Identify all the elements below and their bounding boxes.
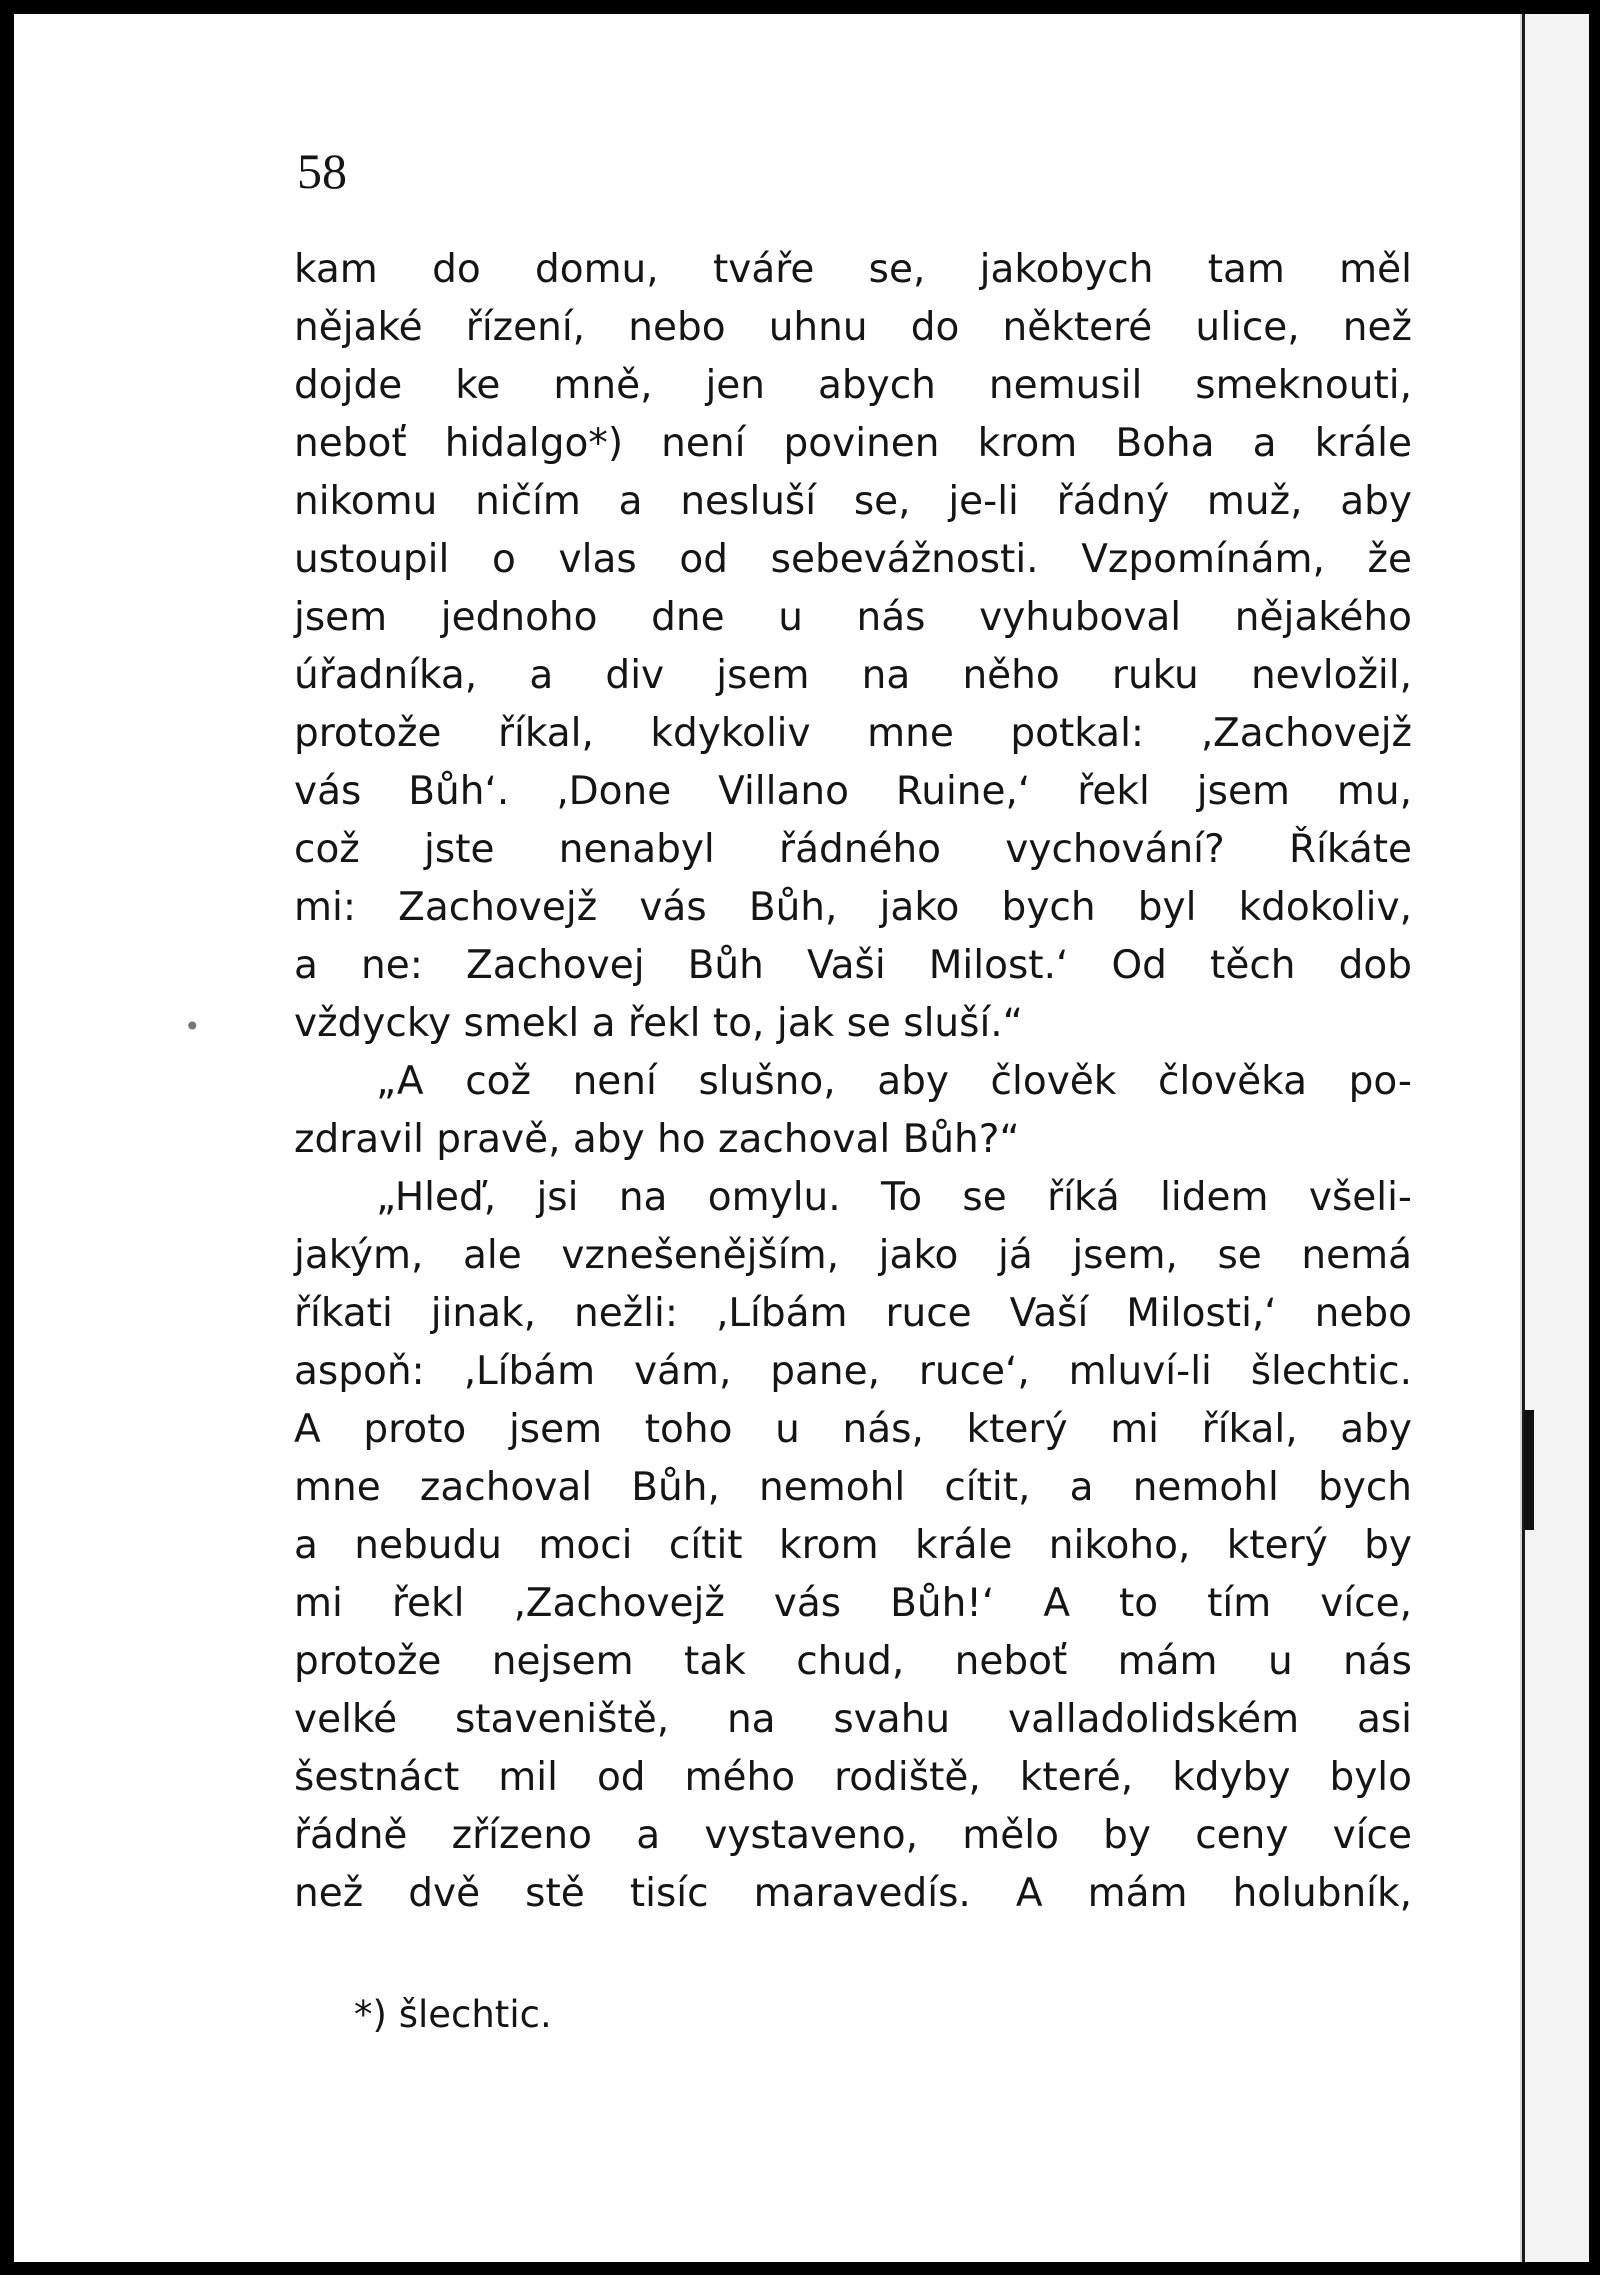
text-line: neboť hidalgo*) není povinen krom Boha a krále	[294, 421, 1412, 466]
body-text	[294, 241, 1412, 1923]
text-line: řádně zřízeno a vystaveno, mělo by ceny více	[294, 1813, 1412, 1858]
page-number: 58	[297, 143, 347, 199]
text-line: šestnáct mil od mého rodiště, které, kdyby bylo	[294, 1755, 1412, 1800]
text-line: a ne: Zachovej Bůh Vaši Milost.‘ Od těch dob	[294, 943, 1412, 988]
footnote: *) šlechtic.	[354, 1993, 552, 2036]
text-line: „Hleď, jsi na omylu. To se říká lidem všeli-	[376, 1175, 1412, 1220]
text-line: nějaké řízení, nebo uhnu do některé ulice, než	[294, 305, 1412, 350]
margin-dot: •	[184, 1010, 201, 1043]
text-line: aspoň: ‚Líbám vám, pane, ruce‘, mluví-li šlechtic.	[294, 1349, 1412, 1394]
text-line: mi řekl ‚Zachovejž vás Bůh!‘ A to tím více,	[294, 1581, 1412, 1626]
text-line: dojde ke mně, jen abych nemusil smeknouti,	[294, 363, 1412, 408]
text-line: úřadníka, a div jsem na něho ruku nevložil,	[294, 653, 1412, 698]
text-line: jakým, ale vznešenějším, jako já jsem, se nemá	[294, 1233, 1412, 1278]
text-line: než dvě stě tisíc maravedís. A mám holubník,	[294, 1871, 1412, 1916]
text-line: A proto jsem toho u nás, který mi říkal, aby	[294, 1407, 1412, 1452]
text-line: mne zachoval Bůh, nemohl cítit, a nemohl bych	[294, 1465, 1412, 1510]
page-edge-mark	[1524, 1410, 1534, 1530]
text-line: kam do domu, tváře se, jakobych tam měl	[294, 247, 1412, 292]
text-line: vždycky smekl a řekl to, jak se sluší.“	[294, 1001, 1023, 1046]
text-line: a nebudu moci cítit krom krále nikoho, který by	[294, 1523, 1412, 1568]
text-line: říkati jinak, nežli: ‚Líbám ruce Vaší Milosti,‘ nebo	[294, 1291, 1412, 1336]
text-line: zdravil pravě, aby ho zachoval Bůh?“	[294, 1117, 1020, 1162]
text-line: protože říkal, kdykoliv mne potkal: ‚Zachovejž	[294, 711, 1412, 756]
text-line: velké staveniště, na svahu valladolidském asi	[294, 1697, 1412, 1742]
text-line: nikomu ničím a nesluší se, je-li řádný muž, aby	[294, 479, 1412, 524]
text-line: ustoupil o vlas od sebevážnosti. Vzpomínám, že	[294, 537, 1412, 582]
text-line: mi: Zachovejž vás Bůh, jako bych byl kdokoliv,	[294, 885, 1412, 930]
text-line: protože nejsem tak chud, neboť mám u nás	[294, 1639, 1412, 1684]
text-line: vás Bůh‘. ‚Done Villano Ruine,‘ řekl jsem mu,	[294, 769, 1412, 814]
text-line: jsem jednoho dne u nás vyhuboval nějakého	[294, 595, 1412, 640]
adjacent-page-edge	[1522, 14, 1589, 2262]
text-line: „A což není slušno, aby člověk člověka po-	[376, 1059, 1412, 1104]
text-line: což jste nenabyl řádného vychování? Říkáte	[294, 827, 1412, 872]
